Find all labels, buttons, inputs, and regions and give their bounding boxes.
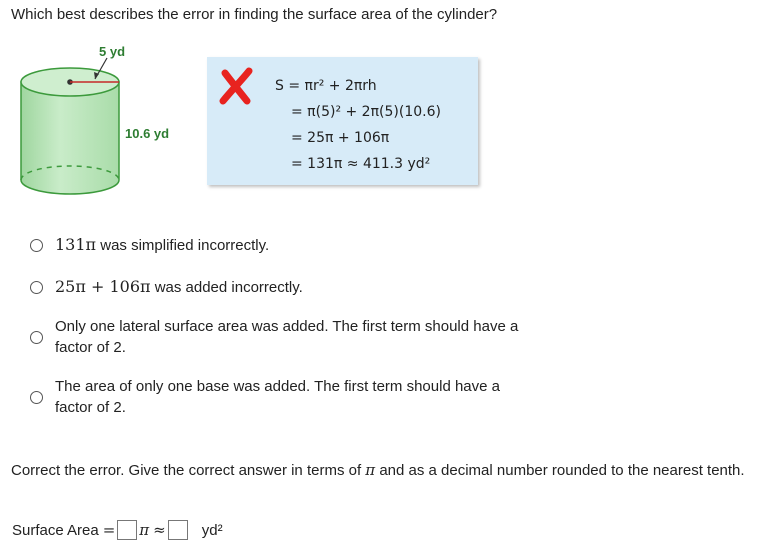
equals-sign: =	[102, 521, 116, 539]
pi-symbol: π	[365, 461, 376, 479]
choice-option-1[interactable]	[30, 234, 269, 256]
work-line-3: = 25π + 106π	[291, 130, 390, 146]
work-math	[275, 73, 441, 177]
answer-input-decimal[interactable]	[168, 520, 188, 540]
cylinder-body	[21, 82, 119, 194]
radio-button[interactable]	[30, 239, 43, 252]
radio-button[interactable]	[30, 331, 43, 344]
surface-area-label: Surface Area	[12, 521, 99, 539]
approx-sign: ≈	[153, 521, 166, 539]
work-line-4: = 131π ≈ 411.3 yd²	[291, 156, 431, 172]
choice-4-text: The area of only one base was added. The first term should have a factor of 2.	[55, 378, 500, 416]
choice-option-2[interactable]	[30, 276, 303, 298]
work-line-2: = π(5)² + 2π(5)(10.6)	[291, 104, 441, 120]
unit-label: yd²	[201, 521, 223, 539]
answer-input-pi[interactable]	[117, 520, 137, 540]
choice-1-math: 131π	[55, 235, 97, 254]
radio-button[interactable]	[30, 391, 43, 404]
work-line-1: S = πr² + 2πrh	[275, 78, 377, 94]
instruction-text: Correct the error. Give the correct answer in terms of π and as a decimal number rounded to the nearest tenth.	[11, 461, 745, 479]
choice-3-text: Only one lateral surface area was added. The first term should have a factor of 2.	[55, 318, 519, 356]
x-mark-icon	[219, 67, 253, 105]
radio-button[interactable]	[30, 281, 43, 294]
cylinder-figure	[15, 40, 185, 210]
answer-row	[12, 520, 223, 540]
student-work-box	[207, 57, 478, 185]
height-label: 10.6 yd	[125, 126, 170, 141]
choice-2-text: was added incorrectly.	[154, 279, 303, 296]
question-text: Which best describes the error in finding the surface area of the cylinder?	[11, 6, 498, 23]
radius-label: 5 yd	[99, 44, 126, 59]
choice-2-math: 25π + 106π	[55, 277, 151, 296]
choice-option-3[interactable]	[30, 316, 525, 358]
choice-1-text: was simplified incorrectly.	[100, 237, 270, 254]
choice-option-4[interactable]	[30, 376, 525, 418]
pi-symbol: π	[139, 521, 150, 539]
